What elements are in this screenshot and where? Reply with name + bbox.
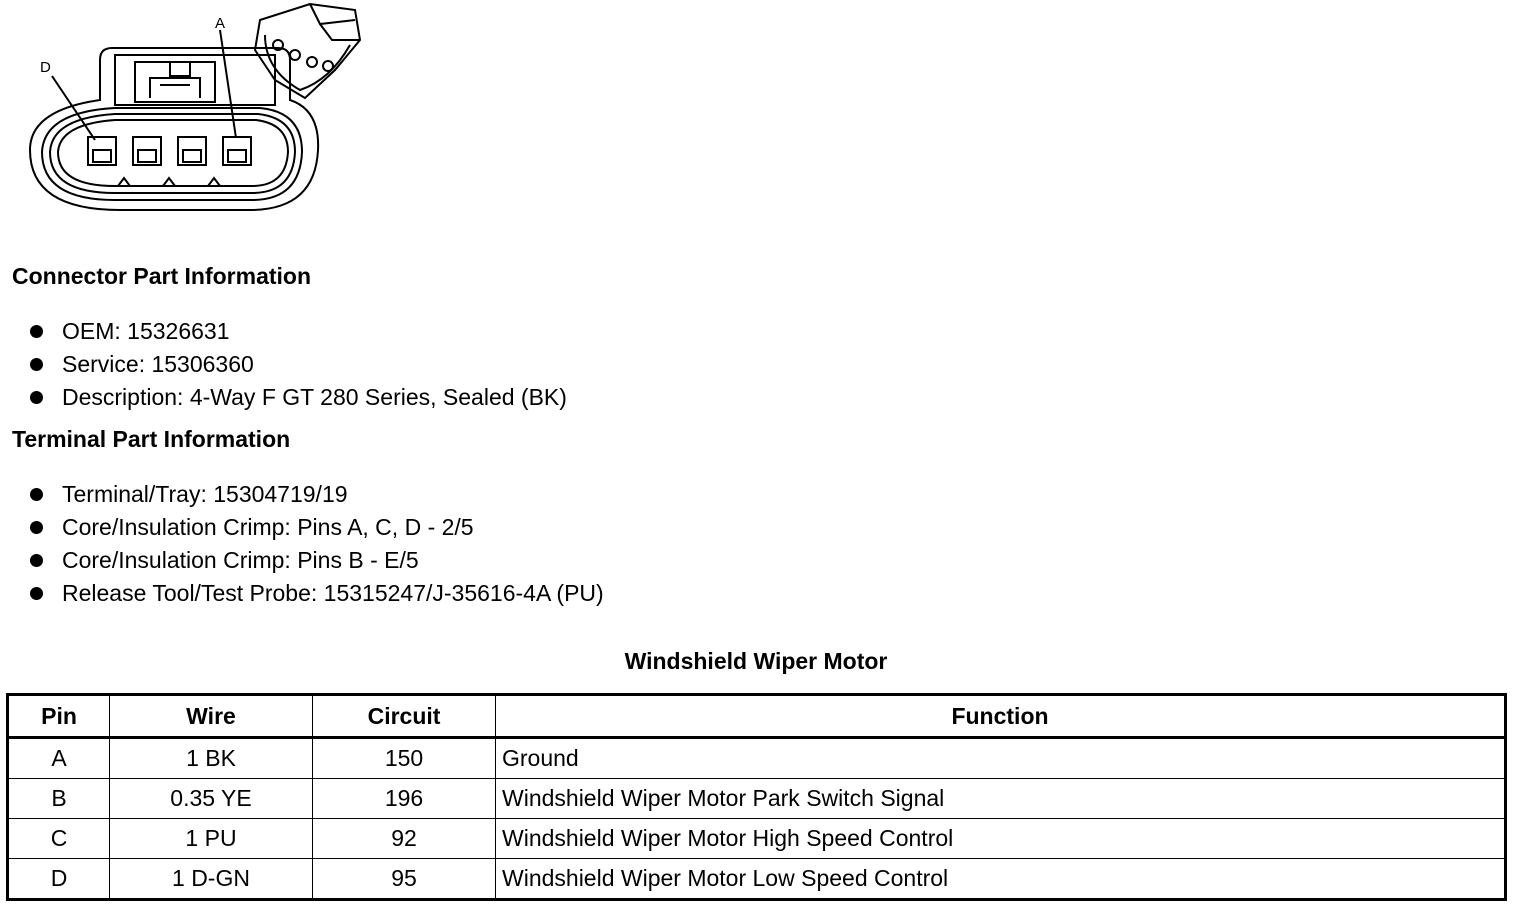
cell-circuit: 95 [313,859,496,900]
cell-function: Windshield Wiper Motor Park Switch Signal [496,779,1506,819]
cell-wire: 1 BK [110,738,313,779]
header-function: Function [496,695,1506,738]
pin-label-d: D [40,59,51,76]
terminal-part-info-list [30,478,604,610]
cell-wire: 1 PU [110,819,313,859]
connector-face-diagram-icon [20,0,380,220]
bullet-icon [30,391,43,404]
cell-circuit: 92 [313,819,496,859]
table-row [8,779,1506,819]
cell-wire: 1 D-GN [110,859,313,900]
list-item-text: Core/Insulation Crimp: Pins A, C, D - 2/5 [62,514,474,540]
header-wire: Wire [110,695,313,738]
list-item-text: Service: 15306360 [62,351,254,377]
list-item [30,315,567,348]
list-item [30,381,567,414]
connector-part-info-heading: Connector Part Information [12,263,312,289]
cell-circuit: 150 [313,738,496,779]
cell-circuit: 196 [313,779,496,819]
list-item [30,544,604,577]
cell-pin: C [8,819,110,859]
cell-function: Windshield Wiper Motor High Speed Control [496,819,1506,859]
table-row [8,738,1506,779]
connector-part-info-list [30,315,567,414]
table-title: Windshield Wiper Motor [624,648,888,674]
cell-pin: A [8,738,110,779]
table-row [8,859,1506,900]
terminal-part-info-heading: Terminal Part Information [12,426,291,452]
bullet-icon [30,587,43,600]
table-row [8,819,1506,859]
bullet-icon [30,521,43,534]
bullet-icon [30,488,43,501]
cell-pin: D [8,859,110,900]
list-item [30,478,604,511]
header-pin: Pin [8,695,110,738]
list-item-text: Description: 4-Way F GT 280 Series, Sealed (BK) [62,384,567,410]
bullet-icon [30,358,43,371]
list-item [30,511,604,544]
cell-function: Ground [496,738,1506,779]
cell-wire: 0.35 YE [110,779,313,819]
list-item [30,577,604,610]
bullet-icon [30,325,43,338]
cell-pin: B [8,779,110,819]
bullet-icon [30,554,43,567]
list-item [30,348,567,381]
list-item-text: Terminal/Tray: 15304719/19 [62,481,348,507]
pin-label-a: A [215,15,226,32]
list-item-text: Core/Insulation Crimp: Pins B - E/5 [62,547,419,573]
list-item-text: Release Tool/Test Probe: 15315247/J-35616-4A (PU) [62,580,604,606]
pin-table [6,693,1507,901]
header-circuit: Circuit [313,695,496,738]
cell-function: Windshield Wiper Motor Low Speed Control [496,859,1506,900]
table-header-row [8,695,1506,738]
list-item-text: OEM: 15326631 [62,318,230,344]
